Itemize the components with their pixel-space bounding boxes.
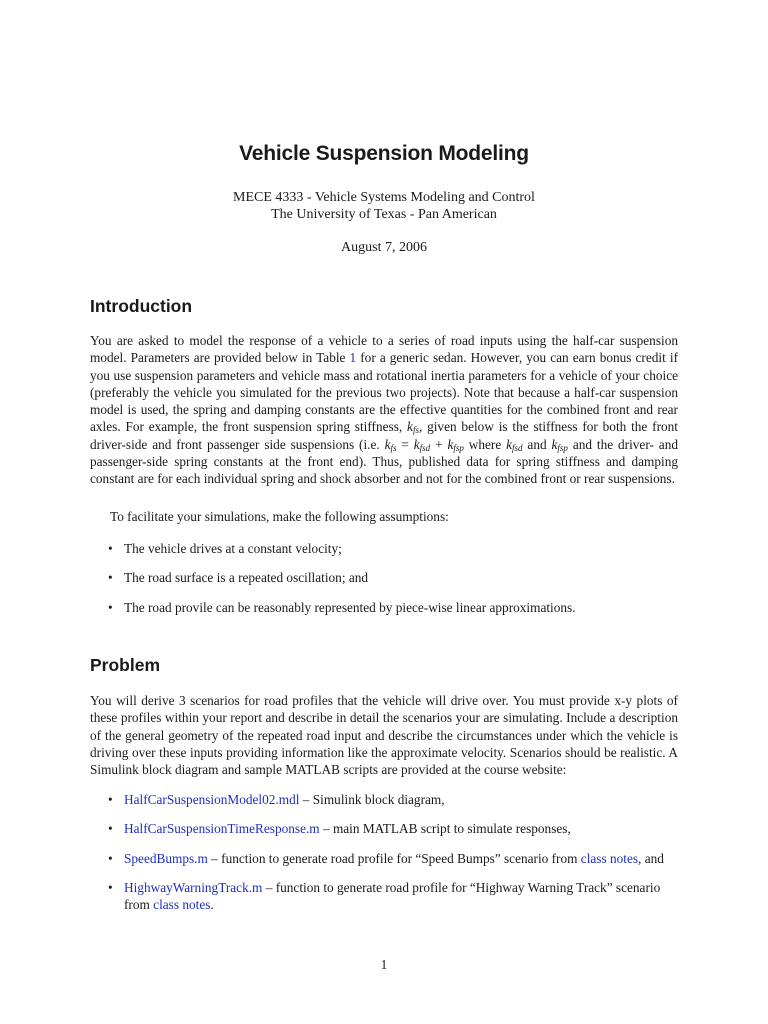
table-reference-link[interactable]: 1 xyxy=(349,350,357,366)
bullet-icon: • xyxy=(108,541,113,556)
highway-warning-track-link[interactable]: HighwayWarningTrack.m xyxy=(124,879,263,895)
introduction-heading: Introduction xyxy=(90,296,193,316)
document-title: Vehicle Suspension Modeling xyxy=(239,142,529,165)
bullet-icon: • xyxy=(108,879,113,895)
time-response-script-link[interactable]: HalfCarSuspensionTimeResponse.m xyxy=(124,821,320,837)
assumptions-list xyxy=(108,540,678,616)
assumptions-intro: To facilitate your simulations, make the following assumptions: xyxy=(110,509,449,524)
list-item: • The vehicle drives at a constant velocity; xyxy=(108,541,342,556)
problem-paragraph: You will derive 3 scenarios for road profiles that the vehicle will drive over. You must provide x-y plots of these profiles within your report and describe in detail the scenarios your are simulating. Include a description of the general geometry of the repeated road input and describe the circumstances under which the vehicle is driving over these inputs providing information like the approximate velocity. Scenarios should be realistic. A Simulink block diagram and sample MATLAB scripts are provided at the course website: xyxy=(90,693,678,778)
list-item: • HalfCarSuspensionTimeResponse.m – main MATLAB script to simulate responses, xyxy=(108,821,571,837)
page-number: 1 xyxy=(380,957,388,972)
intro-paragraph: You are asked to model the response of a vehicle to a series of road inputs using the half-car suspension model. Parameters are provided below in Table 1 for a generic sedan. However, you can earn bonus credit if you use suspension parameters and vehicle mass and rotational inertia parameters for a vehicle of your choice (preferably the vehicle you simulated for the previous two projects). Note that because a half-car suspension model is used, the spring and damping constants are the effective quantities for the combined front and rear axles. For example, the front suspension spring stiffness, $k_{fs}$, given below is the stiffness for both the front driver-side and front passenger side suspensions (i.e. $k_{fs} = k_{fsd} + k_{fsp}$ where $k_{fsd}$ and $k_{fsp}$ and the driver- and passenger-side spring constants at the front end). Thus, published data for spring stiffness and damping constant are for each individual spring and shock absorber and not for the combined front or rear suspensions. xyxy=(90,333,679,487)
bullet-icon: • xyxy=(108,821,113,837)
simulink-model-link[interactable]: HalfCarSuspensionModel02.mdl xyxy=(124,792,300,807)
bullet-icon: • xyxy=(108,599,113,615)
bullet-icon: • xyxy=(108,792,113,807)
list-item: • The road provile can be reasonably represented by piece-wise linear approximations. xyxy=(108,599,576,615)
list-item: • HalfCarSuspensionModel02.mdl – Simulink block diagram, xyxy=(108,792,445,807)
bullet-icon: • xyxy=(108,850,113,866)
speed-bumps-link[interactable]: SpeedBumps.m xyxy=(124,850,208,866)
class-notes-link[interactable]: class notes xyxy=(580,850,639,866)
list-item: • HighwayWarningTrack.m – function to generate road profile for “Highway Warning Track” scenario from class notes. xyxy=(108,879,661,913)
class-notes-link[interactable]: class notes xyxy=(153,897,211,913)
date-line: August 7, 2006 xyxy=(341,240,427,255)
course-line: MECE 4333 - Vehicle Systems Modeling and Control xyxy=(233,190,535,205)
files-list xyxy=(108,791,678,913)
list-item: • SpeedBumps.m – function to generate road profile for “Speed Bumps” scenario from class notes, and xyxy=(108,850,664,866)
kfs-symbol: $k_{fs}$ xyxy=(407,419,419,436)
list-item: • The road surface is a repeated oscillation; and xyxy=(108,570,369,586)
bullet-icon: • xyxy=(108,570,113,586)
problem-heading: Problem xyxy=(90,655,161,675)
university-line: The University of Texas - Pan American xyxy=(271,207,497,222)
